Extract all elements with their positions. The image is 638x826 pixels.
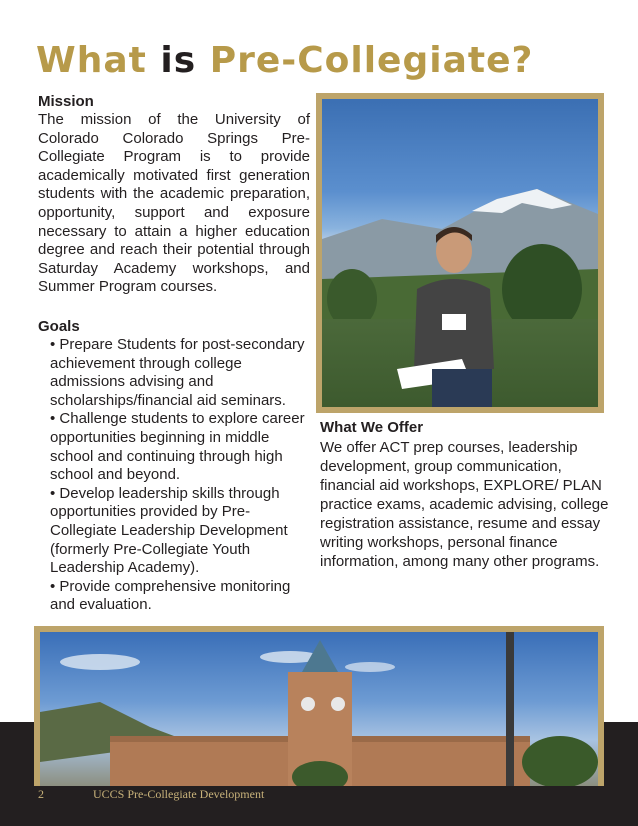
footer-label: UCCS Pre-Collegiate Development: [93, 787, 265, 801]
title-part-is: is: [160, 40, 197, 81]
goal-item: • Develop leadership skills through opportunities provided by Pre-Collegiate Leadership Development (formerly Pre-Collegiate Youth Leadership Academy).: [50, 484, 288, 577]
title-part-pre-collegiate: Pre-Collegiate?: [209, 40, 534, 81]
student-photo: [322, 99, 598, 407]
offer-heading: What We Offer: [320, 419, 424, 436]
goal-item: • Prepare Students for post-secondary achievement through college admissions advising and scholarships/financial aid seminars.: [50, 336, 305, 409]
offer-text: We offer ACT prep courses, leadership development, group communication, financial aid workshops, EXPLORE/ PLAN practice exams, academic advising, college registration assistance, resume and essay writing workshops, personal finance information, among many other programs.: [320, 439, 609, 570]
goal-item: • Challenge students to explore career opportunities beginning in middle school and continuing through high school and beyond.: [50, 410, 305, 484]
page-title: [36, 40, 626, 88]
campus-photo-frame: [34, 626, 604, 786]
goal-item: • Provide comprehensive monitoring and evaluation.: [50, 577, 291, 614]
title-part-what: What: [36, 40, 147, 81]
mission-text: The mission of the University of Colorado Colorado Springs Pre-Collegiate Program is to provide academically motivated first generation students with the academic preparation, opportunity, support and exposure necessary to attain a higher education degree and reach their potential through Saturday Academy workshops, and Summer Program courses.: [38, 111, 310, 296]
student-figure: [392, 219, 512, 407]
goals-list: [50, 336, 312, 615]
mission-heading: Mission: [38, 93, 94, 110]
footer: [38, 787, 264, 803]
goals-heading: Goals: [38, 318, 80, 335]
campus-photo: [40, 632, 598, 786]
page-number: 2: [38, 787, 44, 801]
campus-building-graphic: [40, 632, 598, 786]
student-photo-frame: [316, 93, 604, 413]
